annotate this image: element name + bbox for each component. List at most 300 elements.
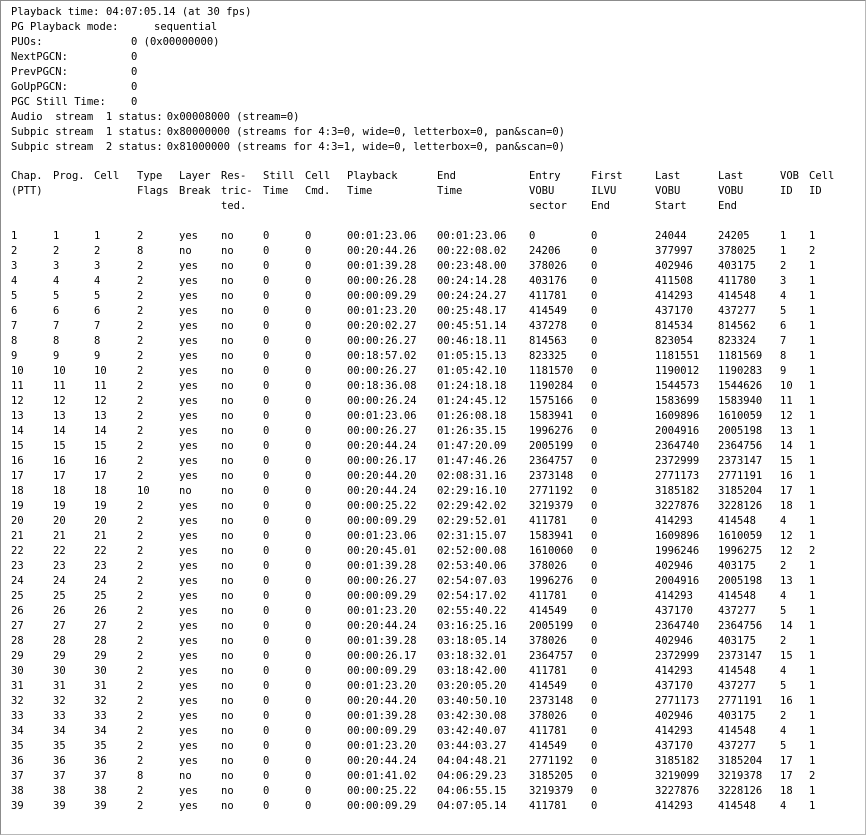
cell-first-ilvu-end: 0	[591, 695, 598, 707]
column-header-text: End	[591, 200, 610, 212]
cell-last-vobu-end: 2373147	[718, 455, 763, 467]
cell-last-vobu-start: 3227876	[655, 785, 700, 797]
cell-type-flags: 2	[137, 290, 144, 302]
cell-end-time: 01:24:18.18	[437, 380, 507, 392]
column-header-text: Cell	[305, 170, 331, 182]
cell-cell: 30	[94, 665, 107, 677]
cell-cell-cmd: 0	[305, 545, 312, 557]
cell-vob-id: 8	[780, 350, 787, 362]
cell-first-ilvu-end: 0	[591, 470, 598, 482]
cell-playback-time: 00:01:39.28	[347, 635, 417, 647]
cell-cell-cmd: 0	[305, 410, 312, 422]
cell-chapter: 38	[11, 785, 24, 797]
cell-type-flags: 2	[137, 530, 144, 542]
cell-restricted: no	[221, 335, 234, 347]
table-row	[1, 754, 865, 769]
cell-last-vobu-start: 24044	[655, 230, 687, 242]
column-header-program	[53, 169, 85, 184]
cell-vob-id: 15	[780, 455, 793, 467]
cell-first-ilvu-end: 0	[591, 395, 598, 407]
cell-program: 31	[53, 680, 66, 692]
cell-type-flags: 2	[137, 800, 144, 812]
table-row	[1, 799, 865, 814]
cell-vob-id: 4	[780, 800, 787, 812]
cell-chapter: 26	[11, 605, 24, 617]
cell-still-time: 0	[263, 515, 270, 527]
cell-program: 12	[53, 395, 66, 407]
cell-playback-time: 00:00:26.17	[347, 650, 417, 662]
cell-end-time: 02:55:40.22	[437, 605, 507, 617]
cell-restricted: no	[221, 455, 234, 467]
cell-last-vobu-end: 3228126	[718, 785, 763, 797]
cell-first-ilvu-end: 0	[591, 725, 598, 737]
cell-first-ilvu-end: 0	[591, 620, 598, 632]
cell-type-flags: 2	[137, 695, 144, 707]
cell-still-time: 0	[263, 800, 270, 812]
cell-last-vobu-end: 414548	[718, 290, 756, 302]
column-header-text: Still	[263, 170, 295, 182]
cell-layer-break: yes	[179, 530, 198, 542]
cell-cell: 13	[94, 410, 107, 422]
cell-restricted: no	[221, 740, 234, 752]
cell-restricted: no	[221, 380, 234, 392]
cell-vob-id: 13	[780, 425, 793, 437]
cell-restricted: no	[221, 530, 234, 542]
cell-entry-vobu-sector: 2005199	[529, 440, 574, 452]
table-row	[1, 619, 865, 634]
cell-end-time: 02:29:52.01	[437, 515, 507, 527]
cell-playback-time: 00:20:44.24	[347, 755, 417, 767]
column-header-end-time	[437, 169, 462, 199]
column-header-playback-time	[347, 169, 398, 199]
cell-first-ilvu-end: 0	[591, 455, 598, 467]
cell-playback-time: 00:20:44.26	[347, 245, 417, 257]
cell-entry-vobu-sector: 1610060	[529, 545, 574, 557]
column-header-chapter	[11, 169, 43, 199]
cell-last-vobu-end: 403175	[718, 260, 756, 272]
cell-still-time: 0	[263, 695, 270, 707]
cell-cell-cmd: 0	[305, 515, 312, 527]
cell-cell-cmd: 0	[305, 785, 312, 797]
cell-entry-vobu-sector: 414549	[529, 305, 567, 317]
cell-vob-id: 13	[780, 575, 793, 587]
cell-first-ilvu-end: 0	[591, 515, 598, 527]
cell-first-ilvu-end: 0	[591, 350, 598, 362]
cell-cell-cmd: 0	[305, 620, 312, 632]
cell-last-vobu-end: 2005198	[718, 575, 763, 587]
column-header-text: Cell	[94, 170, 120, 182]
cell-entry-vobu-sector: 0	[529, 230, 536, 242]
cell-end-time: 00:22:08.02	[437, 245, 507, 257]
info-line	[11, 35, 220, 50]
column-header-text: First	[591, 170, 623, 182]
cell-last-vobu-end: 1610059	[718, 530, 763, 542]
cell-cell: 15	[94, 440, 107, 452]
info-label: GoUpPGCN:	[11, 81, 68, 93]
cell-playback-time: 00:20:44.24	[347, 620, 417, 632]
cell-layer-break: yes	[179, 515, 198, 527]
cell-program: 6	[53, 305, 60, 317]
cell-last-vobu-start: 1190012	[655, 365, 700, 377]
column-header-text: ted.	[221, 200, 247, 212]
cell-last-vobu-start: 1609896	[655, 530, 700, 542]
cell-playback-time: 00:01:23.20	[347, 605, 417, 617]
cell-vob-id: 2	[780, 635, 787, 647]
cell-still-time: 0	[263, 320, 270, 332]
cell-still-time: 0	[263, 425, 270, 437]
cell-entry-vobu-sector: 2771192	[529, 755, 574, 767]
cell-last-vobu-start: 3185182	[655, 485, 700, 497]
cell-playback-time: 00:01:23.20	[347, 680, 417, 692]
cell-vob-id: 16	[780, 695, 793, 707]
cell-still-time: 0	[263, 410, 270, 422]
cell-restricted: no	[221, 635, 234, 647]
cell-first-ilvu-end: 0	[591, 335, 598, 347]
cell-first-ilvu-end: 0	[591, 485, 598, 497]
cell-cell: 7	[94, 320, 101, 332]
info-value: 0	[131, 81, 138, 93]
cell-cell-id: 1	[809, 500, 816, 512]
cell-entry-vobu-sector: 414549	[529, 605, 567, 617]
cell-playback-time: 00:01:23.20	[347, 305, 417, 317]
info-line	[11, 95, 137, 110]
cell-layer-break: yes	[179, 365, 198, 377]
cell-restricted: no	[221, 755, 234, 767]
cell-cell-id: 2	[809, 245, 816, 257]
cell-chapter: 21	[11, 530, 24, 542]
cell-still-time: 0	[263, 455, 270, 467]
cell-chapter: 20	[11, 515, 24, 527]
cell-chapter: 10	[11, 365, 24, 377]
cell-still-time: 0	[263, 260, 270, 272]
info-line	[11, 125, 565, 140]
cell-restricted: no	[221, 350, 234, 362]
cell-layer-break: yes	[179, 725, 198, 737]
cell-last-vobu-end: 2771191	[718, 695, 763, 707]
cell-chapter: 23	[11, 560, 24, 572]
cell-end-time: 01:05:15.13	[437, 350, 507, 362]
cell-program: 28	[53, 635, 66, 647]
cell-cell-cmd: 0	[305, 725, 312, 737]
table-row	[1, 544, 865, 559]
cell-playback-time: 00:01:23.06	[347, 230, 417, 242]
cell-last-vobu-start: 437170	[655, 680, 693, 692]
cell-type-flags: 2	[137, 425, 144, 437]
cell-restricted: no	[221, 395, 234, 407]
cell-cell-cmd: 0	[305, 695, 312, 707]
cell-cell: 3	[94, 260, 101, 272]
table-row	[1, 409, 865, 424]
cell-chapter: 2	[11, 245, 18, 257]
cell-still-time: 0	[263, 245, 270, 257]
cell-cell-cmd: 0	[305, 710, 312, 722]
cell-entry-vobu-sector: 1575166	[529, 395, 574, 407]
cell-cell: 2	[94, 245, 101, 257]
cell-layer-break: yes	[179, 320, 198, 332]
cell-playback-time: 00:00:26.17	[347, 455, 417, 467]
cell-last-vobu-start: 1609896	[655, 410, 700, 422]
info-label: PUOs:	[11, 36, 43, 48]
cell-first-ilvu-end: 0	[591, 755, 598, 767]
cell-restricted: no	[221, 410, 234, 422]
cell-layer-break: yes	[179, 575, 198, 587]
cell-still-time: 0	[263, 500, 270, 512]
column-header-text: Cmd.	[305, 185, 331, 197]
cell-cell-cmd: 0	[305, 335, 312, 347]
cell-playback-time: 00:00:09.29	[347, 515, 417, 527]
table-row	[1, 319, 865, 334]
cell-last-vobu-start: 414293	[655, 290, 693, 302]
info-value: 0	[131, 66, 138, 78]
cell-program: 22	[53, 545, 66, 557]
cell-cell-cmd: 0	[305, 665, 312, 677]
cell-chapter: 3	[11, 260, 18, 272]
cell-last-vobu-start: 3185182	[655, 755, 700, 767]
cell-chapter: 19	[11, 500, 24, 512]
cell-playback-time: 00:00:09.29	[347, 665, 417, 677]
cell-vob-id: 11	[780, 395, 793, 407]
cell-restricted: no	[221, 665, 234, 677]
cell-cell-id: 1	[809, 470, 816, 482]
table-row	[1, 679, 865, 694]
cell-still-time: 0	[263, 710, 270, 722]
cell-end-time: 03:18:32.01	[437, 650, 507, 662]
cell-vob-id: 17	[780, 485, 793, 497]
cell-end-time: 00:45:51.14	[437, 320, 507, 332]
cell-cell-id: 1	[809, 575, 816, 587]
cell-still-time: 0	[263, 650, 270, 662]
cell-chapter: 37	[11, 770, 24, 782]
cell-playback-time: 00:00:26.27	[347, 335, 417, 347]
cell-cell-id: 1	[809, 275, 816, 287]
column-header-text: Time	[263, 185, 289, 197]
info-line	[11, 80, 137, 95]
cell-chapter: 36	[11, 755, 24, 767]
cell-still-time: 0	[263, 365, 270, 377]
column-header-text: ILVU	[591, 185, 617, 197]
table-row	[1, 469, 865, 484]
cell-vob-id: 12	[780, 410, 793, 422]
cell-program: 8	[53, 335, 60, 347]
cell-still-time: 0	[263, 470, 270, 482]
info-line	[11, 110, 299, 125]
cell-cell-id: 1	[809, 530, 816, 542]
cell-last-vobu-start: 2004916	[655, 425, 700, 437]
cell-program: 16	[53, 455, 66, 467]
cell-end-time: 02:54:17.02	[437, 590, 507, 602]
column-header-last-vobu-start	[655, 169, 687, 214]
cell-still-time: 0	[263, 230, 270, 242]
cell-restricted: no	[221, 365, 234, 377]
cell-first-ilvu-end: 0	[591, 500, 598, 512]
cell-cell: 33	[94, 710, 107, 722]
cell-first-ilvu-end: 0	[591, 380, 598, 392]
table-row	[1, 514, 865, 529]
table-row	[1, 529, 865, 544]
info-value: 0	[131, 96, 138, 108]
cell-layer-break: yes	[179, 590, 198, 602]
cell-entry-vobu-sector: 411781	[529, 515, 567, 527]
cell-entry-vobu-sector: 823325	[529, 350, 567, 362]
cell-entry-vobu-sector: 378026	[529, 710, 567, 722]
table-row	[1, 379, 865, 394]
cell-entry-vobu-sector: 403176	[529, 275, 567, 287]
cell-last-vobu-start: 411508	[655, 275, 693, 287]
cell-cell-cmd: 0	[305, 395, 312, 407]
cell-vob-id: 5	[780, 605, 787, 617]
column-header-text: Time	[347, 185, 373, 197]
cell-first-ilvu-end: 0	[591, 425, 598, 437]
cell-still-time: 0	[263, 335, 270, 347]
info-line	[11, 65, 137, 80]
column-header-first-ilvu-end	[591, 169, 623, 214]
cell-chapter: 17	[11, 470, 24, 482]
cell-cell: 10	[94, 365, 107, 377]
cell-chapter: 35	[11, 740, 24, 752]
column-header-text: VOBU	[655, 185, 681, 197]
cell-end-time: 03:42:40.07	[437, 725, 507, 737]
cell-cell-cmd: 0	[305, 425, 312, 437]
cell-last-vobu-end: 437277	[718, 680, 756, 692]
cell-last-vobu-start: 402946	[655, 710, 693, 722]
cell-playback-time: 00:00:09.29	[347, 590, 417, 602]
cell-restricted: no	[221, 500, 234, 512]
cell-end-time: 01:47:20.09	[437, 440, 507, 452]
cell-type-flags: 2	[137, 635, 144, 647]
column-header-text: Start	[655, 200, 687, 212]
cell-program: 14	[53, 425, 66, 437]
table-row	[1, 604, 865, 619]
cell-first-ilvu-end: 0	[591, 440, 598, 452]
cell-last-vobu-end: 403175	[718, 635, 756, 647]
cell-last-vobu-start: 1996246	[655, 545, 700, 557]
cell-cell: 37	[94, 770, 107, 782]
info-line	[11, 20, 217, 35]
cell-last-vobu-end: 437277	[718, 740, 756, 752]
cell-end-time: 00:25:48.17	[437, 305, 507, 317]
cell-program: 1	[53, 230, 60, 242]
cell-end-time: 00:24:24.27	[437, 290, 507, 302]
info-label: Subpic stream 2 status:	[11, 141, 163, 153]
cell-last-vobu-end: 2364756	[718, 620, 763, 632]
cell-vob-id: 2	[780, 260, 787, 272]
column-header-text: sector	[529, 200, 567, 212]
column-header-text: tric-	[221, 185, 253, 197]
cell-end-time: 03:16:25.16	[437, 620, 507, 632]
cell-layer-break: yes	[179, 740, 198, 752]
cell-last-vobu-start: 814534	[655, 320, 693, 332]
table-row	[1, 574, 865, 589]
cell-cell: 1	[94, 230, 101, 242]
cell-cell-cmd: 0	[305, 770, 312, 782]
info-label: Audio stream 1 status:	[11, 111, 163, 123]
cell-cell-cmd: 0	[305, 245, 312, 257]
info-label: PGC Still Time:	[11, 96, 106, 108]
cell-type-flags: 8	[137, 770, 144, 782]
cell-restricted: no	[221, 260, 234, 272]
cell-last-vobu-end: 1583940	[718, 395, 763, 407]
cell-last-vobu-start: 437170	[655, 305, 693, 317]
cell-first-ilvu-end: 0	[591, 605, 598, 617]
cell-program: 17	[53, 470, 66, 482]
cell-type-flags: 2	[137, 500, 144, 512]
table-row	[1, 259, 865, 274]
cell-end-time: 01:05:42.10	[437, 365, 507, 377]
cell-last-vobu-start: 414293	[655, 800, 693, 812]
cell-last-vobu-start: 2004916	[655, 575, 700, 587]
cell-playback-time: 00:01:23.06	[347, 410, 417, 422]
cell-cell-id: 1	[809, 800, 816, 812]
cell-chapter: 25	[11, 590, 24, 602]
cell-last-vobu-end: 437277	[718, 605, 756, 617]
cell-end-time: 02:29:42.02	[437, 500, 507, 512]
cell-cell: 14	[94, 425, 107, 437]
info-line	[11, 5, 251, 20]
cell-type-flags: 2	[137, 560, 144, 572]
info-label: PrevPGCN:	[11, 66, 68, 78]
cell-vob-id: 4	[780, 725, 787, 737]
cell-type-flags: 2	[137, 545, 144, 557]
cell-first-ilvu-end: 0	[591, 800, 598, 812]
cell-program: 4	[53, 275, 60, 287]
cell-playback-time: 00:00:26.24	[347, 395, 417, 407]
cell-program: 2	[53, 245, 60, 257]
cell-vob-id: 5	[780, 740, 787, 752]
cell-layer-break: yes	[179, 275, 198, 287]
cell-entry-vobu-sector: 414549	[529, 680, 567, 692]
cell-cell: 31	[94, 680, 107, 692]
cell-layer-break: yes	[179, 785, 198, 797]
cell-playback-time: 00:01:41.02	[347, 770, 417, 782]
column-header-text: End	[437, 170, 456, 182]
table-row	[1, 724, 865, 739]
cell-playback-time: 00:20:44.24	[347, 485, 417, 497]
column-header-text: Entry	[529, 170, 561, 182]
cell-vob-id: 4	[780, 665, 787, 677]
cell-layer-break: yes	[179, 305, 198, 317]
cell-last-vobu-end: 414548	[718, 590, 756, 602]
cell-program: 39	[53, 800, 66, 812]
cell-chapter: 15	[11, 440, 24, 452]
cell-cell-id: 1	[809, 605, 816, 617]
table-row	[1, 499, 865, 514]
cell-type-flags: 2	[137, 650, 144, 662]
cell-program: 15	[53, 440, 66, 452]
table-row	[1, 454, 865, 469]
cell-chapter: 14	[11, 425, 24, 437]
cell-entry-vobu-sector: 411781	[529, 665, 567, 677]
cell-cell-id: 1	[809, 515, 816, 527]
cell-last-vobu-start: 1583699	[655, 395, 700, 407]
cell-cell-cmd: 0	[305, 470, 312, 482]
cell-last-vobu-end: 823324	[718, 335, 756, 347]
cell-cell: 36	[94, 755, 107, 767]
cell-cell: 4	[94, 275, 101, 287]
cell-chapter: 8	[11, 335, 18, 347]
cell-cell-id: 1	[809, 365, 816, 377]
cell-restricted: no	[221, 785, 234, 797]
cell-cell: 18	[94, 485, 107, 497]
cell-still-time: 0	[263, 275, 270, 287]
cell-cell-id: 1	[809, 725, 816, 737]
cell-cell-id: 1	[809, 620, 816, 632]
cell-last-vobu-end: 3219378	[718, 770, 763, 782]
cell-cell-id: 1	[809, 305, 816, 317]
cell-last-vobu-end: 1190283	[718, 365, 763, 377]
cell-last-vobu-start: 823054	[655, 335, 693, 347]
cell-first-ilvu-end: 0	[591, 365, 598, 377]
cell-type-flags: 2	[137, 710, 144, 722]
